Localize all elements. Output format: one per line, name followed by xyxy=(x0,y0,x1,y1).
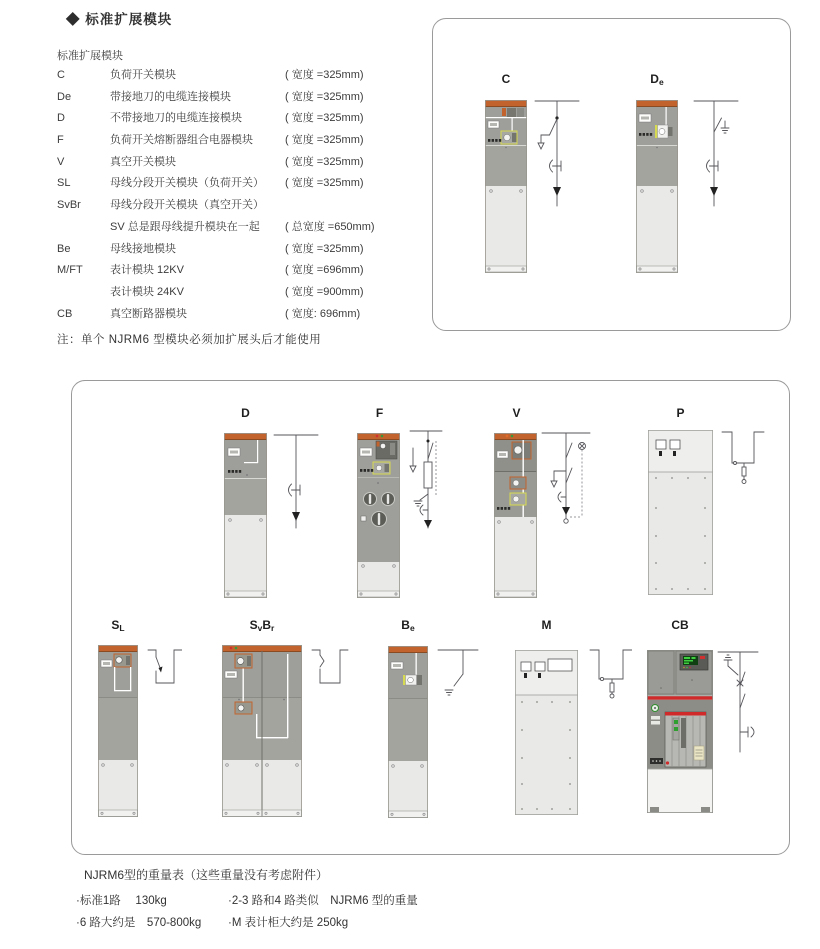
module-width: ( 宽度 =325mm) xyxy=(285,155,364,168)
module-code: De xyxy=(57,90,72,103)
module-code: V xyxy=(57,155,65,168)
module-width: ( 宽度 =325mm) xyxy=(285,90,364,103)
module-code: SL xyxy=(57,177,71,190)
label-text: P xyxy=(676,406,685,420)
table-row xyxy=(57,87,397,109)
cabinet-cb-front xyxy=(647,650,713,813)
page-title xyxy=(66,8,172,28)
weight-item: ·2-3 路和4 路类似 NJRM6 型的重量 xyxy=(228,895,418,907)
module-desc: 负荷开关模块 xyxy=(110,69,176,81)
circuit-d-oneline xyxy=(272,428,320,536)
weight-item: ·标准1路 130kg xyxy=(76,895,167,907)
label-subscript: e xyxy=(409,623,415,633)
module-width: ( 宽度 =325mm) xyxy=(285,69,364,81)
module-width: ( 总宽度 =650mm) xyxy=(285,220,375,233)
module-label-m xyxy=(515,619,578,632)
module-label-f xyxy=(357,407,402,420)
module-desc: 母线分段开关模块（负荷开关） xyxy=(110,177,264,190)
weight-item: ·M 表计柜大约是 250kg xyxy=(228,917,349,929)
usage-note: 注：单个 NJRM6 型模块必须加扩展头后才能使用 xyxy=(57,334,322,346)
table-row xyxy=(57,239,397,261)
module-width: ( 宽度 =696mm) xyxy=(285,264,364,277)
table-row xyxy=(57,173,397,195)
cabinet-f-front xyxy=(357,433,400,598)
table-row xyxy=(57,260,397,282)
module-desc: 带接地刀的电缆连接模块 xyxy=(110,90,231,103)
module-width: ( 宽度 =325mm) xyxy=(285,177,364,190)
label-text: S xyxy=(249,618,258,632)
circuit-sl-oneline xyxy=(146,645,182,695)
cabinet-v-front xyxy=(494,433,537,598)
module-desc: 母线接地模块 xyxy=(110,242,176,255)
module-desc: 负荷开关熔断器组合电器模块 xyxy=(110,134,253,147)
label-text: D xyxy=(650,72,659,86)
table-row xyxy=(57,304,397,326)
cabinet-p-front xyxy=(648,430,713,595)
module-desc: 表计模块 12KV xyxy=(110,264,184,277)
weights-line-2 xyxy=(76,914,348,930)
label-text: S xyxy=(111,618,120,632)
module-desc: 不带接地刀的电缆连接模块 xyxy=(110,112,242,125)
module-code: F xyxy=(57,134,64,147)
module-code xyxy=(57,217,110,239)
module-label-v xyxy=(494,407,539,420)
cabinet-c-front xyxy=(485,100,527,273)
circuit-de-oneline xyxy=(692,94,740,212)
diamond-icon: ◆ xyxy=(66,12,81,27)
module-code: CB xyxy=(57,307,73,320)
module-desc: SV 总是跟母线提升模块在一起 xyxy=(110,220,260,233)
cabinet-d-front xyxy=(224,433,267,598)
module-label-p xyxy=(648,407,713,420)
label-text: F xyxy=(375,406,384,420)
module-code: C xyxy=(57,69,65,81)
module-width: ( 宽度 =325mm) xyxy=(285,112,364,125)
label-text: C xyxy=(501,72,511,86)
circuit-m-oneline xyxy=(588,646,632,701)
page-title-text: 标准扩展模块 xyxy=(85,12,173,27)
module-desc: 真空断路器模块 xyxy=(110,307,187,320)
label-text: CB xyxy=(671,618,689,632)
module-desc: 真空开关模块 xyxy=(110,155,176,168)
weights-line-1 xyxy=(76,892,418,908)
module-width: ( 宽度 =325mm) xyxy=(285,134,364,147)
label-text: B xyxy=(401,618,410,632)
circuit-c-oneline xyxy=(533,94,581,212)
circuit-cb-oneline xyxy=(716,646,760,758)
table-row xyxy=(57,152,397,174)
module-desc: 母线分段开关模块（真空开关） xyxy=(110,199,264,212)
module-code: Be xyxy=(57,242,71,255)
label-text: M xyxy=(541,618,552,632)
module-table xyxy=(57,65,397,325)
circuit-f-oneline xyxy=(402,426,448,538)
label-subscript: L xyxy=(119,623,125,633)
label-text: B xyxy=(262,618,272,632)
module-desc: 表计模块 24KV xyxy=(110,285,184,298)
module-code: M/FT xyxy=(57,264,83,277)
label-subscript: r xyxy=(271,623,275,633)
label-subscript: e xyxy=(658,77,664,87)
module-code: SvBr xyxy=(57,199,81,212)
label-text: D xyxy=(241,406,250,420)
table-row xyxy=(57,65,397,87)
cabinet-svbr-front xyxy=(222,645,302,817)
circuit-be-oneline xyxy=(436,644,480,702)
module-label-svbr xyxy=(222,619,302,635)
table-row xyxy=(57,195,397,217)
module-label-be xyxy=(388,619,428,635)
module-code xyxy=(57,282,110,304)
table-row xyxy=(57,217,397,239)
table-row xyxy=(57,282,397,304)
module-code: D xyxy=(57,112,65,125)
cabinet-m-front xyxy=(515,650,578,815)
cabinet-sl-front xyxy=(98,645,138,817)
module-label-de xyxy=(634,73,680,89)
module-label-d xyxy=(224,407,267,420)
module-width: ( 宽度: 696mm) xyxy=(285,307,361,320)
module-width: ( 宽度 =900mm) xyxy=(285,285,364,298)
table-row xyxy=(57,130,397,152)
weight-item: ·6 路大约是 570-800kg xyxy=(76,917,202,929)
module-label-sl xyxy=(98,619,138,635)
table-row xyxy=(57,108,397,130)
label-subscript: v xyxy=(257,623,263,633)
module-label-c xyxy=(485,73,527,86)
circuit-v-oneline xyxy=(540,427,596,537)
weights-title: NJRM6型的重量表（这些重量没有考虑附件） xyxy=(84,868,329,882)
module-width: ( 宽度 =325mm) xyxy=(285,242,364,255)
cabinet-de-front xyxy=(636,100,678,273)
label-text: V xyxy=(512,406,521,420)
circuit-p-oneline xyxy=(720,427,766,487)
module-list-subtitle: 标准扩展模块 xyxy=(57,50,123,62)
cabinet-be-front xyxy=(388,646,428,818)
module-label-cb xyxy=(647,619,713,632)
circuit-svbr-oneline xyxy=(310,645,350,695)
